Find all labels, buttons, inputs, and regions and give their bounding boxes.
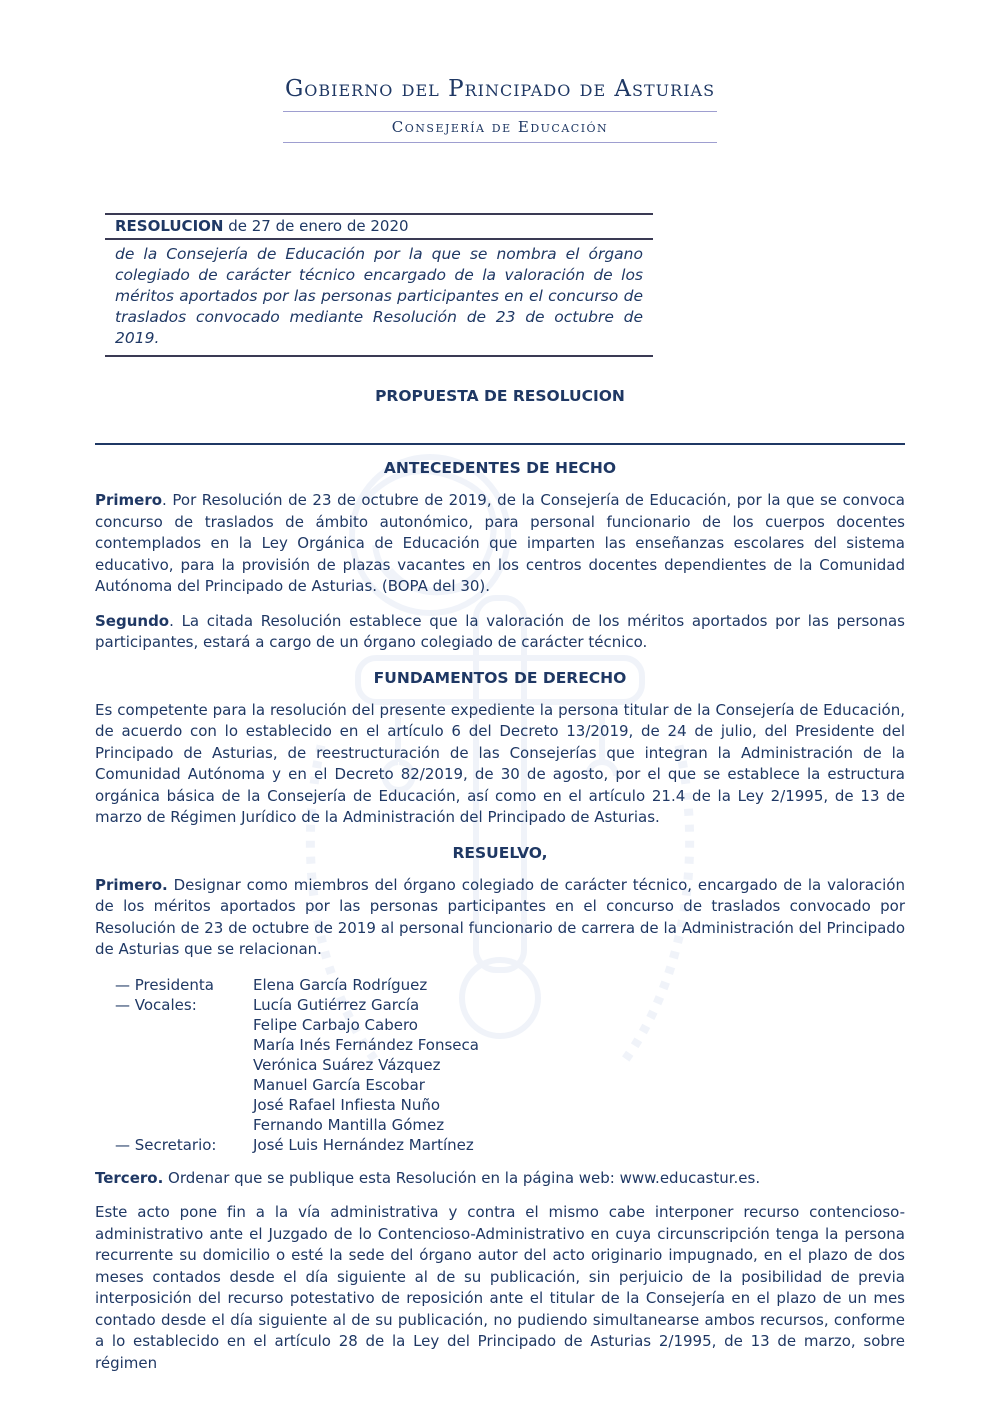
letterhead xyxy=(95,76,905,143)
paragraph-segundo-hecho xyxy=(95,611,905,654)
member-role xyxy=(115,1115,253,1135)
member-role xyxy=(115,1095,253,1115)
member-row xyxy=(115,995,905,1015)
heading-propuesta: PROPUESTA DE RESOLUCION xyxy=(375,387,625,405)
paragraph-fundamentos: Es competente para la resolución del presente expediente la persona titular de la Consejería de Educación, de acuerdo con lo establecido en el artículo 6 del Decreto 13/2019, de 24 de julio, del Presidente del Principado de Asturias, de reestructuración de las Consejerías que integran la Administración de la Comunidad Autónoma y en el Decreto 82/2019, de 30 de agosto, por el que se establece la estructura orgánica básica de la Consejería de Educación, así como en el artículo 21.4 de la Ley 2/1995, de 13 de marzo de Régimen Jurídico de la Administración del Principado de Asturias. xyxy=(95,700,905,826)
member-name: Fernando Mantilla Gómez xyxy=(253,1115,445,1134)
letterhead-rule-top xyxy=(283,111,717,112)
heading-antecedentes: ANTECEDENTES DE HECHO xyxy=(383,459,617,477)
member-role xyxy=(115,1075,253,1095)
paragraph-primero-hecho xyxy=(95,490,905,598)
member-role: — Presidenta xyxy=(115,975,214,994)
heading-fundamentos: FUNDAMENTOS DE DERECHO xyxy=(373,668,627,687)
member-row xyxy=(115,1075,905,1095)
member-row xyxy=(115,975,905,995)
paragraph-tercero xyxy=(95,1168,905,1190)
member-role: — Secretario: xyxy=(115,1135,217,1154)
member-role xyxy=(115,1035,253,1055)
paragraph-recurso: Este acto pone fin a la vía administrativa y contra el mismo cabe interponer recurso contencioso-administrativo ante el Juzgado de lo Contencioso-Administrativo en cuya circunscripción tenga la persona recurrente su domicilio o esté la sede del órgano autor del acto originario impugnado, en el plazo de dos meses contados desde el día siguiente al de su publicación, sin perjuicio de la posibilidad de previa interposición del recurso potestativo de reposición ante el titular de la Consejería en el plazo de un mes contado desde el día siguiente al de su publicación, no pudiendo simultanearse ambos recursos, conforme a lo establecido en el artículo 28 de la Ley del Principado de Asturias 2/1995, de 13 de marzo, sobre régimen xyxy=(95,1203,905,1372)
resolution-title-date: de 27 de enero de 2020 xyxy=(223,217,409,235)
member-row xyxy=(115,1035,905,1055)
member-role xyxy=(115,1055,253,1075)
paragraph-primero-resuelvo xyxy=(95,875,905,961)
paragraph-text: Designar como miembros del órgano colegiado de carácter técnico, encargado de la valoración de los méritos aportados por las personas participantes en el concurso de traslados convocado por Resolución de 23 de octubre de 2019 al personal funcionario de carrera de la Administración del Principado de Asturias que se relacionan. xyxy=(95,875,905,958)
member-row xyxy=(115,1015,905,1035)
member-name: Verónica Suárez Vázquez xyxy=(253,1055,441,1074)
resolution-subtitle: de la Consejería de Educación por la que se nombra el órgano colegiado de carácter técnico encargado de la valoración de los méritos aportados por las personas participantes en el concurso de traslados convocado mediante Resolución de 23 de octubre de 2019. xyxy=(115,245,643,347)
resolution-title xyxy=(105,215,653,240)
letterhead-rule-bottom xyxy=(283,142,717,143)
member-name: Felipe Carbajo Cabero xyxy=(253,1015,418,1034)
paragraph-text: . Por Resolución de 23 de octubre de 2019, de la Consejería de Educación, por la que se convoca concurso de traslados de ámbito autonómico, para personal funcionario de los cuerpos docentes contemplados en la Ley Orgánica de Educación que imparten las enseñanzas escolares del sistema educativo, para la provisión de plazas vacantes en los centros docentes dependientes de la Comunidad Autónoma del Principado de Asturias. (BOPA del 30). xyxy=(95,491,905,595)
member-role: — Vocales: xyxy=(115,995,197,1014)
member-name: José Luis Hernández Martínez xyxy=(253,1135,474,1154)
member-row xyxy=(115,1115,905,1135)
paragraph-text: . La citada Resolución establece que la valoración de los méritos aportados por las personas participantes, estará a cargo de un órgano colegiado de carácter técnico. xyxy=(95,611,905,651)
member-name: Elena García Rodríguez xyxy=(253,975,428,994)
paragraph-lead: Primero. xyxy=(95,875,168,894)
member-name: María Inés Fernández Fonseca xyxy=(253,1035,479,1054)
heading-resuelvo: RESUELVO, xyxy=(452,843,548,862)
member-name: José Rafael Infiesta Nuño xyxy=(253,1095,441,1114)
section-divider xyxy=(95,443,905,445)
member-row xyxy=(115,1055,905,1075)
department-title: Consejería de Educación xyxy=(391,118,609,136)
member-row xyxy=(115,1135,905,1155)
member-name: Lucía Gutiérrez García xyxy=(253,995,420,1014)
member-role xyxy=(115,1015,253,1035)
paragraph-lead: Primero xyxy=(95,491,163,509)
government-title: Gobierno del Principado de Asturias xyxy=(284,76,716,102)
paragraph-lead: Tercero. xyxy=(95,1168,164,1187)
member-row xyxy=(115,1095,905,1115)
paragraph-lead: Segundo xyxy=(95,611,170,630)
member-name: Manuel García Escobar xyxy=(253,1075,425,1094)
resolution-box xyxy=(105,213,653,357)
paragraph-text: Ordenar que se publique esta Resolución en la página web: www.educastur.es. xyxy=(163,1168,761,1187)
resolution-title-word: RESOLUCION xyxy=(115,217,224,235)
page-content xyxy=(95,0,905,1374)
members-list xyxy=(115,975,905,1155)
